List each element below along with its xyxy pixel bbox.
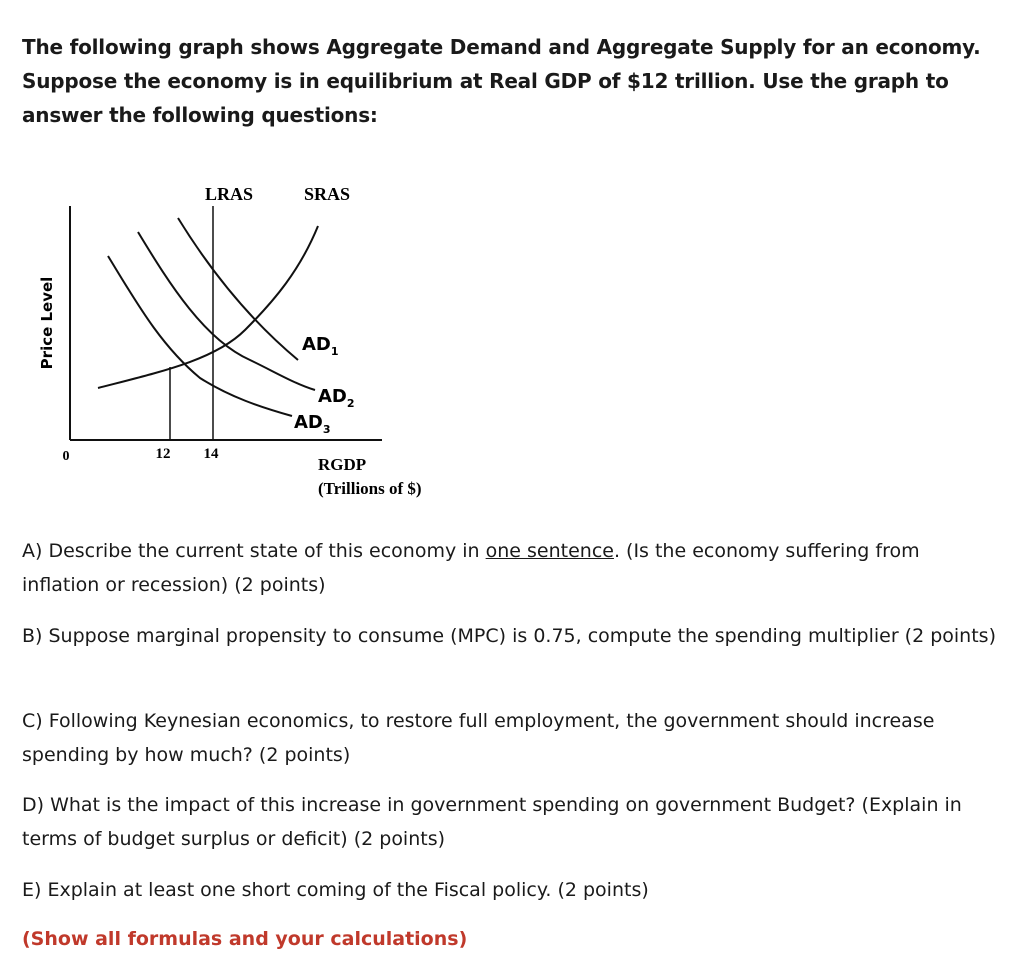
ad1-label-main: AD — [302, 334, 331, 355]
ad3-label-main: AD — [294, 412, 323, 433]
ad3-curve — [108, 256, 292, 416]
sras-label: SRAS — [304, 184, 351, 204]
x-axis-units: (Trillions of $) — [318, 479, 422, 498]
lras-label: LRAS — [205, 184, 254, 204]
footer-note: (Show all formulas and your calculations) — [22, 928, 468, 950]
chart-svg — [0, 160, 480, 520]
y-axis-label: Price Level — [38, 276, 56, 370]
question-a-underlined: one sentence — [485, 540, 614, 562]
x-tick-14: 14 — [203, 446, 219, 462]
intro-text: The following graph shows Aggregate Demand and Aggregate Supply for an economy. Suppose the economy is in equilibrium at Real GDP of $12 trillion. Use the graph to answer the following questions: — [22, 35, 981, 127]
question-b: B) Suppose marginal propensity to consume (MPC) is 0.75, compute the spending multiplier (2 points) — [22, 625, 996, 647]
ad2-curve — [138, 232, 315, 390]
ad1-label-sub: 1 — [330, 345, 339, 358]
ad1-curve — [178, 218, 298, 360]
question-a — [22, 534, 997, 602]
question-e: E) Explain at least one short coming of the Fiscal policy. (2 points) — [22, 879, 649, 901]
ad3-label-sub: 3 — [322, 423, 331, 436]
origin-label: 0 — [62, 449, 70, 464]
sras-curve — [98, 226, 318, 388]
question-a-pre: A) Describe the current state of this economy in — [22, 540, 486, 562]
question-d: D) What is the impact of this increase in government spending on government Budget? (Explain in terms of budget surplus or deficit) (2 points) — [22, 794, 962, 850]
x-tick-12: 12 — [155, 446, 171, 462]
question-a-post: . (Is the economy suffering from inflation or recession) (2 points) — [22, 540, 920, 596]
ad2-label — [318, 386, 355, 410]
ad3-label — [294, 412, 331, 436]
ad2-label-main: AD — [318, 386, 347, 407]
question-c: C) Following Keynesian economics, to restore full employment, the government should increase spending by how much? (2 points) — [22, 710, 935, 766]
ad-as-chart — [0, 160, 480, 520]
x-axis-label: RGDP — [318, 455, 367, 474]
ad1-label — [302, 334, 339, 358]
ad2-label-sub: 2 — [346, 397, 355, 410]
